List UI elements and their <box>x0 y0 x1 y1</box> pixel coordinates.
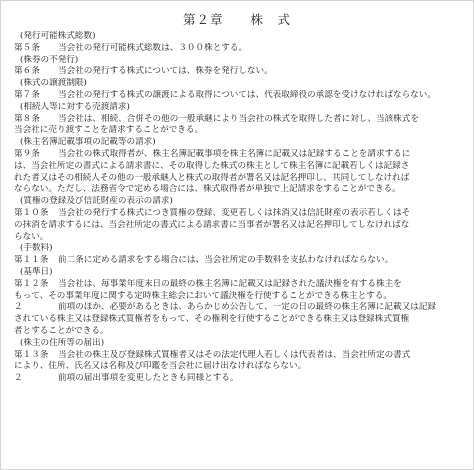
section-heading: (株主の住所等の届出) <box>20 337 105 348</box>
document-body <box>14 31 460 385</box>
article-line <box>14 90 460 102</box>
article-continuation: れた者又はその相続人その他の一般承継人と株式の取得者が署名又は記名押印し、共同してしなければ <box>14 172 410 183</box>
article-line <box>14 149 460 161</box>
article-text: 当会社の発行可能株式総数は、３００株とする。 <box>58 42 248 53</box>
article-number: 第６条 <box>14 66 40 77</box>
article-continuation: されている株主又は登録株式質権者をもって、その権利を行使することができる株主又は登録株式質権 <box>14 314 410 325</box>
article-number: ２ <box>14 373 23 384</box>
article-continuation: 者とすることができる。 <box>14 325 109 336</box>
article-text: 前項の届出事項を変更したときも同様とする。 <box>58 373 239 384</box>
article-continuation: は、当会社所定の書式による請求書に、その取得した株式の株主として株主名簿に記載若しくは記録さ <box>14 160 410 171</box>
article-line <box>14 279 460 291</box>
article-text: 前二条に定める請求をする場合には、当会社所定の手数料を支払わなければならない。 <box>58 255 394 266</box>
article-continuation: ならない。ただし、法務省令で定める場合には、株式取得者が単独で上記請求をすることができる。 <box>14 184 401 195</box>
article-line <box>14 350 460 362</box>
article-number: 第５条 <box>14 42 40 53</box>
section-heading: (質権の登録及び信託財産の表示の請求) <box>20 196 173 207</box>
article-line <box>14 208 460 220</box>
article-text: 当会社の発行する株式の譲渡による取得については、代表取締役の承認を受けなければならない。 <box>58 89 436 100</box>
section-heading: (株主名簿記載事項の記載等の請求) <box>20 137 156 148</box>
article-number: 第８条 <box>14 113 40 124</box>
article-continuation: らない。 <box>14 231 49 242</box>
article-number: 第１２条 <box>14 278 49 289</box>
article-line <box>14 255 460 267</box>
article-text: 前項のほか、必要があるときは、あらかじめ公告して、一定の日の最終の株主名簿に記載又は記録 <box>58 302 436 313</box>
article-continuation: 当会社に売り渡すことを請求することができる。 <box>14 125 204 136</box>
article-continuation: により、住所、氏名又は名称及び印鑑を当会社に届け出なければならない。 <box>14 361 307 372</box>
section-heading: (手数料) <box>20 243 53 254</box>
article-text: 当会社は、毎事業年度末日の最終の株主名簿に記載又は記録された議決権を有する株主を <box>58 278 402 289</box>
article-number: 第１０条 <box>14 207 49 218</box>
article-line <box>14 302 460 314</box>
section-heading: (株券の不発行) <box>20 54 79 65</box>
article-text: 当会社の発行する株式については、株券を発行しない。 <box>58 66 273 77</box>
section-heading: (基準日) <box>20 266 53 277</box>
article-line <box>14 66 460 78</box>
article-text: 当会社は、相続、合併その他の一般承継により当会社の株式を取得した者に対し、当該株式を <box>58 113 419 124</box>
article-number: 第１３条 <box>14 349 49 360</box>
section-heading: (相続人等に対する売渡請求) <box>20 101 130 112</box>
article-number: ２ <box>14 302 23 313</box>
article-text: 当会社の株式取得者が、株主名簿記載事項を株主名簿に記載又は記録することを請求するに <box>58 148 411 159</box>
article-line <box>14 43 460 55</box>
article-line <box>14 373 460 385</box>
chapter-title: 第２章 株 式 <box>182 12 291 27</box>
article-text: 当会社の発行する株式につき質権の登録、変更若しくは抹消又は信託財産の表示若しくはそ <box>58 207 411 218</box>
article-number: 第９条 <box>14 148 40 159</box>
article-continuation: の抹消を請求するには、当会社所定の書式による請求書に当事者が署名又は記名押印してしなければな <box>14 219 410 230</box>
article-continuation: もって、その事業年度に関する定時株主総会において議決権を行使することができる株主とする。 <box>14 290 392 301</box>
article-number: 第７条 <box>14 89 40 100</box>
section-heading: (発行可能株式総数) <box>20 31 96 41</box>
article-number: 第１１条 <box>14 255 49 266</box>
article-text: 当会社の株主及び登録株式質権者又はその法定代理人若しくは代表者は、当会社所定の書式 <box>58 349 411 360</box>
section-heading: (株式の譲渡制限) <box>20 78 87 89</box>
article-line <box>14 114 460 126</box>
